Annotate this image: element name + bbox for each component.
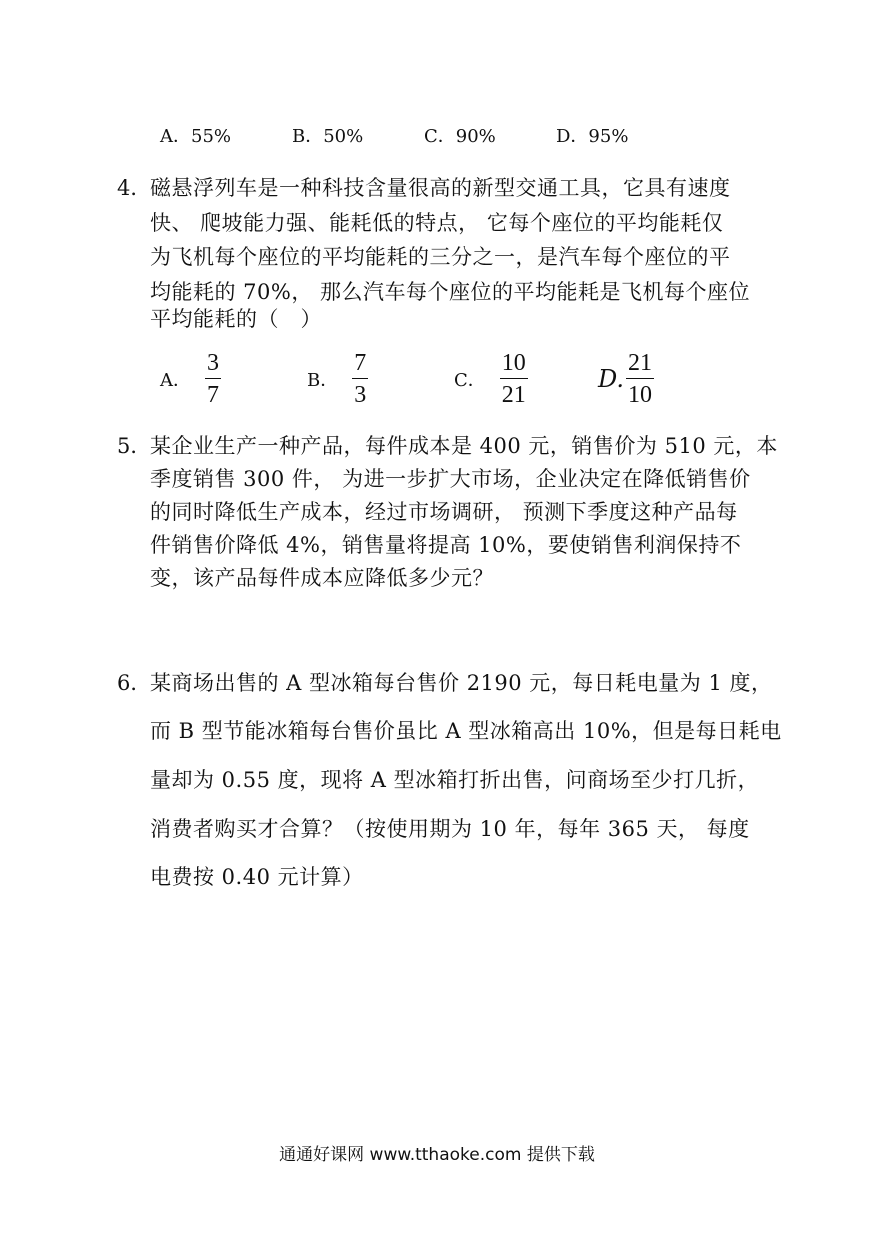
question-6-line-3: 量却为 0.55 度，现将 A 型冰箱打折出售，问商场至少打几折， [150,768,760,792]
q3-option-a: A．55% [160,126,232,147]
q4-option-b-denominator: 3 [354,382,367,408]
q4-option-d-denominator: 10 [628,382,653,408]
q4-option-d-numerator: 21 [628,350,653,376]
question-5-line-4: 件销售价降低 4%，销售量将提高 10%，要使销售利润保持不 [150,533,742,557]
question-5-line-3: 的同时降低生产成本，经过市场调研， 预测下季度这种产品每 [150,500,738,524]
question-4-line-5: 平均能耗的（ ） [150,307,322,331]
q3-option-d: D．95% [556,126,629,147]
q4-option-b-label: B． [307,370,339,391]
question-6-line-1: 某商场出售的 A 型冰箱每台售价 2190 元，每日耗电量为 1 度， [150,671,773,695]
question-6-line-2: 而 B 型节能冰箱每台售价虽比 A 型冰箱高出 10%，但是每日耗电 [150,719,782,743]
q4-option-a-denominator: 7 [207,382,219,408]
fraction-bar [205,378,221,379]
footer-download-note: 通通好课网 www.tthaoke.com 提供下载 [279,1145,595,1165]
q3-option-c: C．90% [424,126,496,147]
q4-option-a [160,348,221,410]
question-5-line-1: 某企业生产一种产品，每件成本是 400 元，销售价为 510 元，本 [150,434,778,458]
q4-option-c-numerator: 10 [501,350,526,376]
q4-option-a-numerator: 3 [207,350,219,376]
q4-option-c-fraction [500,349,528,409]
question-5-line-5: 变，该产品每件成本应降低多少元？ [150,566,494,590]
question-4-line-4: 均能耗的 70%， 那么汽车每个座位的平均能耗是飞机每个座位 [150,280,751,304]
q3-option-b: B．50% [292,126,364,147]
q4-option-c [454,348,528,410]
question-6-line-5: 电费按 0.40 元计算） [150,865,364,889]
q4-option-b [307,348,368,410]
q4-option-c-label: C． [454,370,486,391]
question-6-line-4: 消费者购买才合算？（按使用期为 10 年，每年 365 天， 每度 [150,817,750,841]
q4-option-d [598,348,654,410]
q4-option-a-fraction [205,349,221,409]
q4-option-d-fraction [626,349,654,409]
q4-option-b-fraction [352,349,368,409]
question-5-number: 5． [117,434,152,458]
fraction-bar [352,378,368,379]
question-4-line-2: 快、 爬坡能力强、能耗低的特点， 它每个座位的平均能耗仅 [150,211,724,235]
q4-option-c-denominator: 21 [501,382,526,408]
q4-option-d-label: D. [598,365,625,393]
fraction-bar [626,378,654,379]
question-6-number: 6． [117,671,152,695]
q4-option-a-label: A． [160,370,191,391]
question-4-line-3: 为飞机每个座位的平均能耗的三分之一，是汽车每个座位的平 [150,245,731,269]
q4-option-b-numerator: 7 [354,350,367,376]
fraction-bar [500,378,528,379]
question-4-number: 4． [117,176,152,200]
question-4-line-1: 磁悬浮列车是一种科技含量很高的新型交通工具，它具有速度 [150,176,731,200]
question-5-line-2: 季度销售 300 件， 为进一步扩大市场，企业决定在降低销售价 [150,467,751,491]
